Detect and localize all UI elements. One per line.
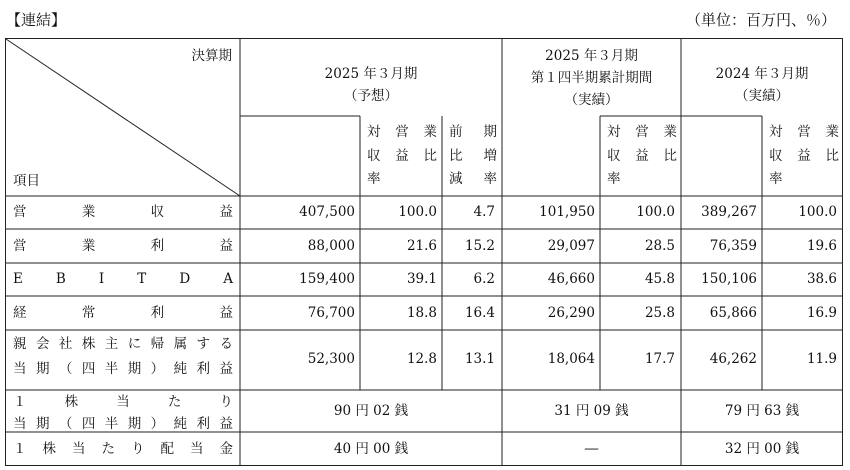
cell-forecast-ratio: 100.0	[398, 204, 437, 220]
eps-q1: 31 円 09 銭	[554, 403, 629, 419]
eps-forecast: 90 円 02 銭	[333, 403, 409, 419]
justified-label: １ 株 当 た り 配 当 金	[13, 441, 233, 457]
cell-forecast-ratio: 39.1	[406, 271, 437, 287]
forecast-year: 2025 年３月期	[324, 66, 418, 82]
subheader-ratio-prev: 対 営 業 収 益 比 率	[769, 124, 839, 187]
cell-prev-ratio: 16.9	[806, 305, 837, 321]
financial-table	[5, 38, 843, 466]
corner-item-label: 項目	[13, 173, 40, 189]
prev-note: （実績）	[735, 88, 789, 104]
cell-prev-value: 65,866	[709, 305, 757, 321]
cell-q1-value: 29,097	[547, 238, 595, 254]
subheader-yoy-forecast: 前 期 比 増 減 率	[449, 124, 497, 187]
cell-prev-value: 389,267	[701, 204, 757, 220]
row-label-ordinary-income	[13, 307, 233, 321]
cell-forecast-ratio: 18.8	[406, 305, 437, 321]
justified-label: 当 期 （ 四 半 期 ） 純 利 益	[13, 415, 233, 432]
justified-label: E B I T D A	[13, 271, 233, 287]
forecast-note: （予想）	[344, 88, 398, 104]
cell-prev-ratio: 19.6	[806, 238, 837, 254]
scope-label: 【連結】	[6, 11, 67, 29]
cell-forecast-yoy: 15.2	[464, 238, 495, 254]
eps-prev: 79 円 63 銭	[724, 403, 800, 419]
justified-label: 営 業 収 益	[13, 204, 233, 220]
q1-note: （実績）	[564, 92, 619, 108]
subheader-ratio-forecast: 対 営 業 収 益 比 率	[367, 124, 437, 187]
cell-forecast-ratio: 12.8	[406, 351, 437, 367]
unit-label: （単位：百万円、％）	[685, 11, 836, 29]
dps-prev: 32 円 00 銭	[724, 441, 800, 457]
row-label-operating-income	[13, 240, 233, 254]
cell-forecast-value: 407,500	[299, 204, 355, 220]
row-label-net-income	[13, 338, 233, 376]
cell-q1-ratio: 17.7	[644, 351, 675, 367]
cell-forecast-value: 76,700	[307, 305, 355, 321]
cell-forecast-yoy: 6.2	[473, 271, 495, 287]
dps-q1: ―	[584, 441, 599, 457]
cell-q1-ratio: 45.8	[644, 271, 675, 287]
cell-prev-value: 76,359	[709, 238, 757, 254]
cell-q1-ratio: 25.8	[644, 305, 675, 321]
cell-prev-ratio: 38.6	[806, 271, 837, 287]
subheader-ratio-q1: 対 営 業 収 益 比 率	[607, 124, 677, 187]
prev-year: 2024 年３月期	[715, 66, 809, 82]
cell-prev-ratio: 100.0	[798, 204, 837, 220]
row-label-operating-revenue	[13, 206, 233, 220]
cell-q1-ratio: 100.0	[636, 204, 675, 220]
cell-prev-ratio: 11.9	[806, 351, 837, 367]
justified-label: 経 常 利 益	[13, 305, 233, 321]
cell-q1-value: 46,660	[547, 271, 595, 287]
cell-q1-value: 101,950	[539, 204, 595, 220]
cell-forecast-yoy: 16.4	[464, 305, 495, 321]
cell-q1-ratio: 28.5	[644, 238, 675, 254]
row-label-dps	[13, 443, 233, 457]
row-label-eps	[13, 396, 233, 431]
corner-period-label: 決算期	[191, 48, 232, 64]
justified-label: １ 株 当 た り	[13, 394, 233, 410]
cell-forecast-value: 88,000	[307, 238, 355, 254]
cell-prev-value: 46,262	[709, 351, 757, 367]
cell-forecast-value: 159,400	[299, 271, 355, 287]
cell-forecast-value: 52,300	[307, 351, 355, 367]
justified-label: 営 業 利 益	[13, 238, 233, 254]
cell-prev-value: 150,106	[701, 271, 757, 287]
cell-q1-value: 18,064	[547, 351, 595, 367]
cell-forecast-yoy: 4.7	[473, 204, 495, 220]
q1-period: 第１四半期累計期間	[530, 70, 653, 86]
justified-label: 当 期 （ 四 半 期 ） 純 利 益	[13, 360, 233, 377]
cell-forecast-yoy: 13.1	[464, 351, 495, 367]
dps-forecast: 40 円 00 銭	[333, 441, 409, 457]
cell-q1-value: 26,290	[547, 305, 595, 321]
row-label-ebitda	[13, 273, 233, 287]
justified-label: 親 会 社 株 主 に 帰 属 す る	[13, 336, 233, 352]
cell-forecast-ratio: 21.6	[406, 238, 437, 254]
q1-year: 2025 年３月期	[545, 48, 638, 64]
